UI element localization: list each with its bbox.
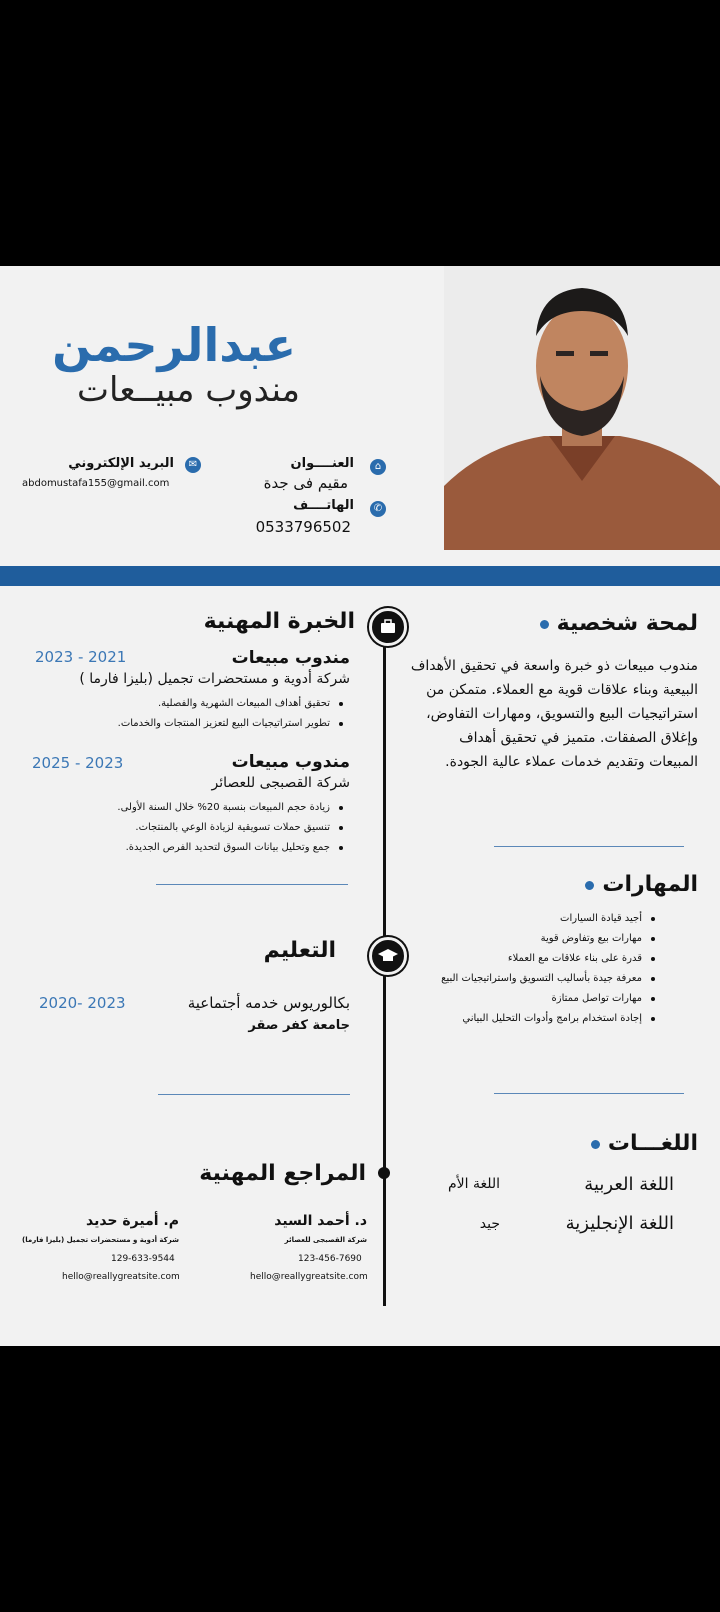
- language-name: اللغة العربية: [584, 1174, 674, 1195]
- person-name: عبدالرحمن: [52, 318, 296, 372]
- job-title: مندوب مبيــعات: [77, 370, 300, 410]
- experience-separator: [156, 884, 348, 885]
- reference-company: شركة أدوية و مستحضرات تجميل (بليزا فارما): [22, 1236, 179, 1244]
- language-name: اللغة الإنجليزية: [565, 1213, 674, 1234]
- profile-photo: [444, 266, 720, 550]
- skill-item: قدرة على بناء علاقات مع العملاء: [441, 949, 642, 969]
- briefcase-icon: [369, 608, 407, 646]
- skills-list: [441, 909, 658, 1029]
- email-icon: ✉: [185, 457, 201, 473]
- education-years: 2020- 2023: [39, 994, 126, 1012]
- graduation-cap-icon: [369, 937, 407, 975]
- job-years: 2025 - 2023: [32, 754, 124, 772]
- address-label: العنــــوان: [290, 456, 354, 471]
- education-title: التعليم: [263, 938, 336, 963]
- skill-item: مهارات بيع وتفاوض قوية: [441, 929, 642, 949]
- languages-title: اللغـــات: [591, 1131, 698, 1156]
- home-icon: ⌂: [370, 459, 386, 475]
- reference-email[interactable]: hello@reallygreatsite.com: [250, 1272, 368, 1282]
- language-level: اللغة الأم: [447, 1176, 500, 1192]
- skill-item: أجيد قيادة السيارات: [441, 909, 642, 929]
- summary-title: لمحة شخصية: [540, 611, 698, 636]
- duty-item: تحقيق أهداف المبيعات الشهرية والفصلية.: [118, 694, 330, 714]
- job-role: مندوب مبيعات: [231, 648, 350, 668]
- reference-email[interactable]: hello@reallygreatsite.com: [62, 1272, 180, 1282]
- reference-name: د. أحمد السيد: [274, 1213, 367, 1229]
- summary-text: مندوب مبيعات ذو خبرة واسعة في تحقيق الأهداف البيعية وبناء علاقات قوية مع العملاء. متمكن من استراتيجيات البيع والتسويق، ومهارات التفاوض، وإغلاق الصفقات. متميز في تحقيق أهداف المبيعات وتقديم خدمات عملاء عالية الجودة.: [410, 658, 698, 770]
- skills-separator: [494, 1093, 684, 1094]
- reference-phone: 129-633-9544: [111, 1254, 175, 1264]
- duty-item: تنسيق حملات تسويقية لزيادة الوعي بالمنتجات.: [117, 818, 330, 838]
- duty-item: تطوير استراتيجيات البيع لتعزيز المنتجات والخدمات.: [118, 714, 330, 734]
- header-divider-bar: [0, 566, 720, 586]
- job-company: شركة أدوية و مستحضرات تجميل (بليزا فارما ): [79, 671, 350, 687]
- job-role: مندوب مبيعات: [231, 752, 350, 772]
- address-value: مقيم فى جدة: [263, 474, 348, 492]
- experience-title: الخبرة المهنية: [203, 609, 355, 634]
- reference-phone: 123-456-7690: [298, 1254, 362, 1264]
- skill-item: معرفة جيدة بأساليب التسويق واستراتيجيات البيع: [441, 969, 642, 989]
- phone-label: الهاتــــف: [293, 498, 354, 513]
- job-duties-list: [117, 798, 346, 858]
- reference-name: م. أميرة حديد: [85, 1213, 179, 1229]
- skills-title: المهارات: [585, 872, 698, 897]
- job-company: شركة القصبجى للعصائر: [211, 775, 350, 791]
- language-level: جيد: [479, 1216, 500, 1232]
- skill-item: مهارات تواصل ممتازة: [441, 989, 642, 1009]
- references-marker: [378, 1167, 390, 1179]
- email-value[interactable]: abdomustafa155@gmail.com: [22, 478, 170, 489]
- person-photo-image: [444, 266, 720, 550]
- resume-page: [0, 266, 720, 1346]
- email-label: البريد الإلكتروني: [68, 456, 174, 471]
- job-duties-list: [118, 694, 346, 734]
- education-school: جامعة كفر صقر: [248, 1018, 350, 1033]
- duty-item: جمع وتحليل بيانات السوق لتحديد الفرص الجديدة.: [117, 838, 330, 858]
- education-separator: [158, 1094, 350, 1095]
- job-years: 2023 - 2021: [35, 648, 127, 666]
- education-degree: بكالوريوس خدمه أجتماعية: [187, 994, 350, 1012]
- duty-item: زيادة حجم المبيعات بنسبة 20% خلال السنة الأولى.: [117, 798, 330, 818]
- phone-icon: ✆: [370, 501, 386, 517]
- summary-separator: [494, 846, 684, 847]
- phone-value: 0533796502: [255, 518, 351, 536]
- reference-company: شركة القصبجى للعصائر: [284, 1236, 367, 1244]
- skill-item: إجادة استخدام برامج وأدوات التحليل البياني: [441, 1009, 642, 1029]
- references-title: المراجع المهنية: [199, 1161, 366, 1186]
